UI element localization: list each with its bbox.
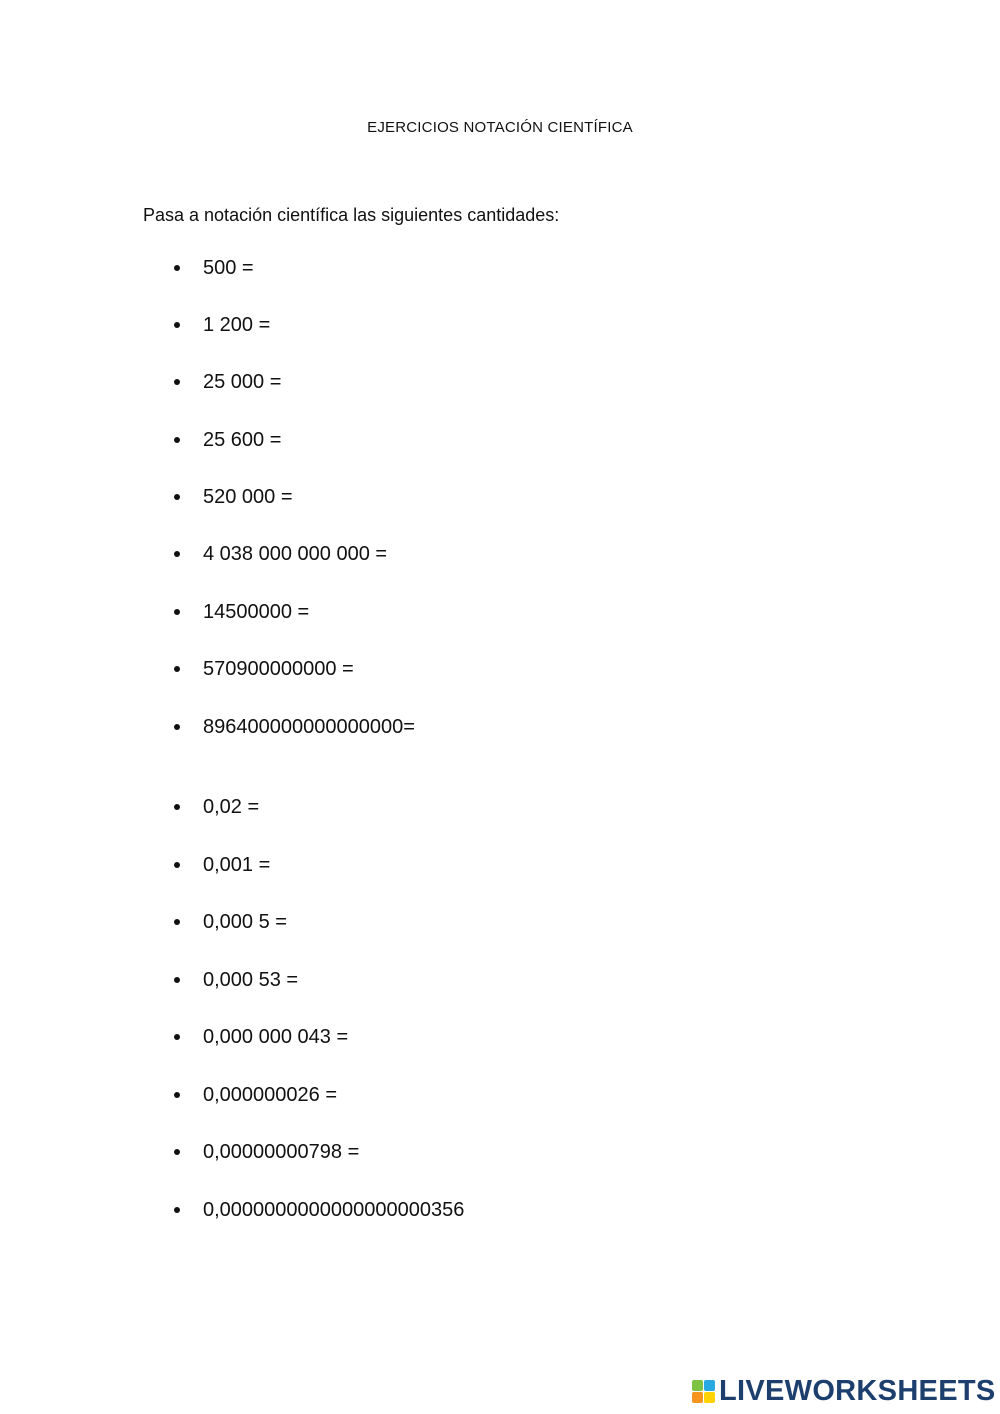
- instruction-text: Pasa a notación científica las siguientes cantidades:: [143, 205, 560, 225]
- exercise-item: [172, 655, 354, 683]
- logo-tile: [692, 1392, 703, 1403]
- exercise-text: 896400000000000000=: [203, 715, 415, 738]
- bullet-icon: [174, 1149, 180, 1155]
- exercise-item: [172, 426, 281, 454]
- exercise-text: 4 038 000 000 000 =: [203, 542, 388, 565]
- exercise-text: 500 =: [203, 256, 254, 279]
- exercise-item: [172, 908, 287, 936]
- bullet-icon: [174, 666, 180, 672]
- bullet-icon: [174, 804, 180, 810]
- exercise-item: [172, 254, 254, 282]
- bullet-icon: [174, 609, 180, 615]
- exercise-text: 520 000 =: [203, 485, 293, 508]
- exercise-text: 1 200 =: [203, 313, 271, 336]
- exercise-item: [172, 368, 281, 396]
- exercise-item: [172, 713, 415, 741]
- exercise-text: 0,001 =: [203, 853, 271, 876]
- page-title: EJERCICIOS NOTACIÓN CIENTÍFICA: [367, 119, 633, 136]
- bullet-icon: [174, 265, 180, 271]
- exercise-item: [172, 1081, 337, 1109]
- bullet-icon: [174, 379, 180, 385]
- bullet-icon: [174, 1207, 180, 1213]
- exercise-text: 0,02 =: [203, 795, 260, 818]
- bullet-icon: [174, 437, 180, 443]
- exercise-item: [172, 1196, 464, 1224]
- logo-tile: [704, 1380, 715, 1391]
- exercise-item: [172, 598, 309, 626]
- exercise-text: 570900000000 =: [203, 657, 354, 680]
- exercise-text: 14500000 =: [203, 600, 310, 623]
- bullet-icon: [174, 1034, 180, 1040]
- exercise-item: [172, 1138, 359, 1166]
- exercise-item: [172, 851, 270, 879]
- exercise-item: [172, 1023, 348, 1051]
- exercise-text: 0,0000000000000000000356: [203, 1198, 465, 1221]
- exercise-text: 0,000 5 =: [203, 910, 287, 933]
- exercise-item: [172, 540, 387, 568]
- exercise-item: [172, 966, 298, 994]
- bullet-icon: [174, 977, 180, 983]
- bullet-icon: [174, 919, 180, 925]
- exercise-item: [172, 793, 259, 821]
- bullet-icon: [174, 862, 180, 868]
- exercise-text: 0,000 000 043 =: [203, 1025, 349, 1048]
- exercise-text: 0,00000000798 =: [203, 1140, 360, 1163]
- logo-tile: [704, 1392, 715, 1403]
- bullet-icon: [174, 724, 180, 730]
- exercise-text: 0,000000026 =: [203, 1083, 338, 1106]
- bullet-icon: [174, 322, 180, 328]
- exercise-text: 0,000 53 =: [203, 968, 299, 991]
- exercise-text: 25 000 =: [203, 370, 282, 393]
- bullet-icon: [174, 494, 180, 500]
- exercise-text: 25 600 =: [203, 428, 282, 451]
- liveworksheets-brand: [692, 1374, 996, 1408]
- liveworksheets-logo-icon: [692, 1380, 715, 1403]
- bullet-icon: [174, 551, 180, 557]
- brand-logo-text: LIVEWORKSHEETS: [719, 1374, 996, 1407]
- logo-tile: [692, 1380, 703, 1391]
- exercise-item: [172, 311, 270, 339]
- exercise-item: [172, 483, 293, 511]
- bullet-icon: [174, 1092, 180, 1098]
